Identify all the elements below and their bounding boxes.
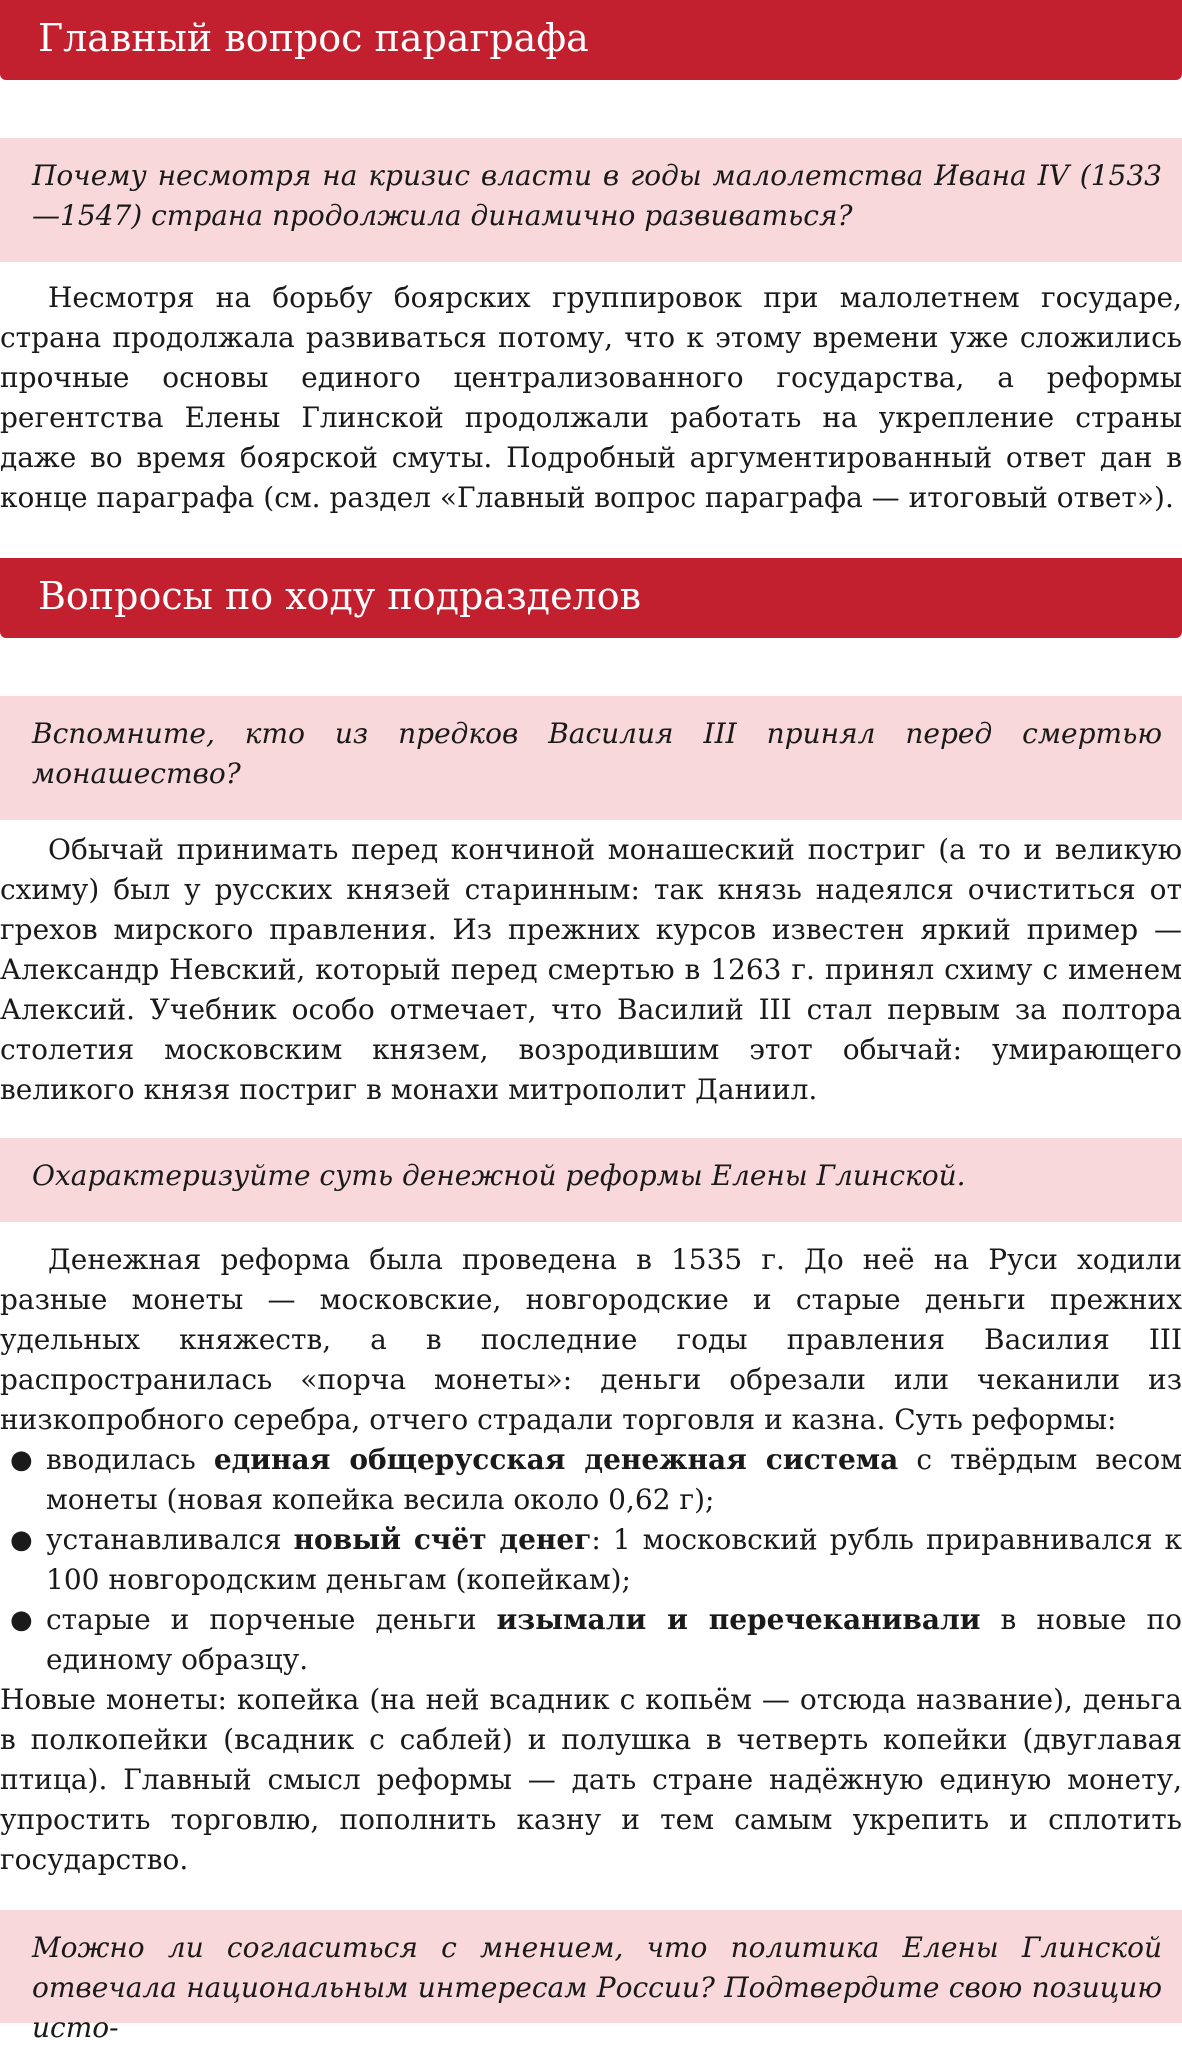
section-header-title: Вопросы по ходу подразделов bbox=[38, 574, 641, 618]
reform-list bbox=[0, 1440, 1182, 1680]
answer-block bbox=[0, 830, 1182, 1110]
list-item-bold: единая общерусская денежная система bbox=[213, 1443, 899, 1476]
answer-block bbox=[0, 1240, 1182, 1880]
list-item-text: с твёрдым весом монеты (новая копейка весила около 0,62 г); bbox=[46, 1443, 1182, 1516]
list-item-text: вводилась bbox=[46, 1443, 214, 1476]
list-item-text: : 1 московский рубль приравнивался к 100 новгородским деньгам (копейкам); bbox=[46, 1523, 1182, 1596]
list-item-text: старые и порченые деньги bbox=[46, 1603, 497, 1636]
question-text: Вспомните, кто из предков Василия III принял перед смертью монашество? bbox=[32, 717, 1162, 790]
question-box bbox=[0, 1910, 1182, 2044]
answer-block bbox=[0, 278, 1182, 518]
bullet-icon: ● bbox=[10, 1525, 33, 1555]
section-header-title: Главный вопрос параграфа bbox=[38, 16, 589, 60]
question-text: Можно ли согласиться с мнением, что политика Елены Глинской отвечала национальным интересам России? Подтвердите свою позицию исто- bbox=[32, 1931, 1162, 2044]
list-item bbox=[0, 1600, 1182, 1680]
question-box bbox=[0, 138, 1182, 262]
section-header-main-question bbox=[0, 0, 1182, 80]
question-text: Охарактеризуйте суть денежной реформы Елены Глинской. bbox=[32, 1159, 966, 1192]
list-item-bold: изымали и перечеканивали bbox=[496, 1603, 981, 1636]
bullet-icon: ● bbox=[10, 1605, 33, 1635]
question-text: Почему несмотря на кризис власти в годы малолетства Ивана IV (1533—1547) страна продолжила динамично развиваться? bbox=[32, 159, 1162, 232]
answer-text: Новые монеты: копейка (на ней всадник с копьём — отсюда название), деньга в полкопейки (всадник с саблей) и полушка в четверть копейки (двуглавая птица). Главный смысл реформы — дать стране надёжную единую монету, упростить торговлю, пополнить казну и тем самым укрепить и сплотить государство. bbox=[0, 1683, 1182, 1876]
question-box bbox=[0, 1138, 1182, 1222]
list-item-bold: новый счёт денег bbox=[293, 1523, 592, 1556]
question-box bbox=[0, 696, 1182, 820]
bullet-icon: ● bbox=[10, 1445, 33, 1475]
list-item bbox=[0, 1440, 1182, 1520]
list-item bbox=[0, 1520, 1182, 1600]
section-header-questions bbox=[0, 558, 1182, 638]
list-item-text: устанавливался bbox=[46, 1523, 294, 1556]
answer-text: Денежная реформа была проведена в 1535 г. До неё на Руси ходили разные монеты — московские, новгородские и старые деньги прежних удельных княжеств, а в последние годы правления Василия III распространилась «порча монеты»: деньги обрезали или чеканили из низкопробного серебра, отчего страдали торговля и казна. Суть реформы: bbox=[0, 1243, 1182, 1436]
list-item-text: в новые по единому образцу. bbox=[46, 1603, 1182, 1676]
answer-text: Несмотря на борьбу боярских группировок при малолетнем государе, страна продолжала развиваться потому, что к этому времени уже сложились прочные основы единого централизованного государства, а реформы регентства Елены Глинской продолжали работать на укрепление страны даже во время боярской смуты. Подробный аргументированный ответ дан в конце параграфа (см. раздел «Главный вопрос параграфа — итоговый ответ»). bbox=[0, 281, 1182, 514]
answer-text: Обычай принимать перед кончиной монашеский постриг (а то и великую схиму) был у русских князей старинным: так князь надеялся очиститься от грехов мирского правления. Из прежних курсов известен яркий пример — Александр Невский, который перед смертью в 1263 г. принял схиму с именем Алексий. Учебник особо отмечает, что Василий III стал первым за полтора столетия московским князем, возродившим этот обычай: умирающего великого князя постриг в монахи митрополит Даниил. bbox=[0, 833, 1182, 1106]
